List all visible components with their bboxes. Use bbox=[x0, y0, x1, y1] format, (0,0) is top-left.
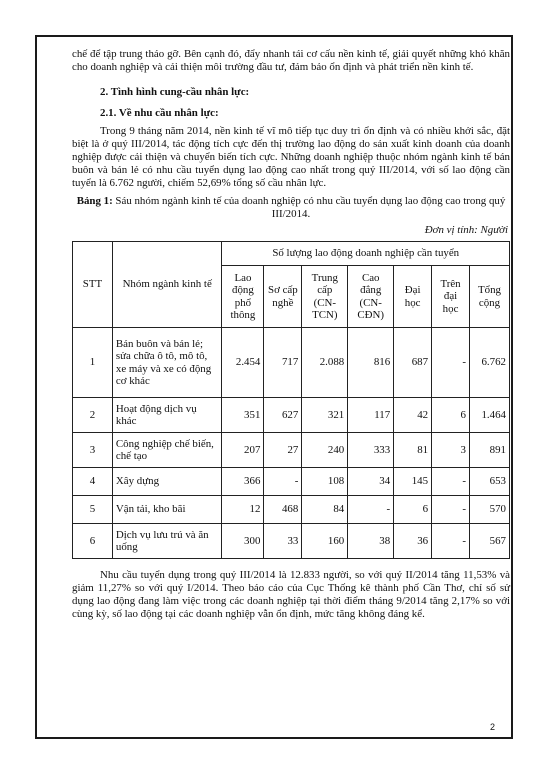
cell-value: 300 bbox=[222, 524, 264, 559]
cell-value: 2.088 bbox=[302, 328, 348, 398]
cell-value: 38 bbox=[348, 524, 394, 559]
col-header: Sơ cấp nghề bbox=[264, 266, 302, 328]
cell-value: 687 bbox=[394, 328, 432, 398]
cell-stt: 5 bbox=[73, 496, 113, 524]
cell-value: 2.454 bbox=[222, 328, 264, 398]
intro-paragraph: chế để tập trung tháo gỡ. Bên cạnh đó, đẩy nhanh tái cơ cấu nền kinh tế, giải quyết những khó khăn cho doanh nghiệp và cải thiện môi trường đầu tư, đảm bảo ổn định và phát triển nền kinh tế. bbox=[72, 48, 510, 73]
cell-value: 84 bbox=[302, 496, 348, 524]
table-caption-text: Sáu nhóm ngành kinh tế của doanh nghiệp có nhu cầu tuyển dụng lao động cao trong quý III/2014. bbox=[112, 195, 506, 220]
cell-value: 3 bbox=[432, 433, 470, 468]
header-span: Số lượng lao động doanh nghiệp cần tuyển bbox=[222, 242, 510, 266]
paragraph-summary: Nhu cầu tuyển dụng trong quý III/2014 là 12.833 người, so với quý II/2014 tăng 11,53% và giảm 11,27% so với quý I/2014. Theo báo cáo của Cục Thống kê thành phố Cần Thơ, chỉ số sử dụng lao động đang làm việc trong các doanh nghiệp tại thời điểm tháng 9/2014 tăng 2,17% so với cùng kỳ, số lao động tại các doanh nghiệp vẫn ổn định, mức tăng không đáng kể. bbox=[72, 569, 510, 620]
cell-group: Công nghiệp chế biến, chế tạo bbox=[112, 433, 222, 468]
table-row bbox=[73, 524, 510, 559]
page-number: 2 bbox=[490, 722, 496, 732]
section-heading: 2. Tình hình cung-cầu nhân lực: bbox=[100, 86, 250, 98]
header-group: Nhóm ngành kinh tế bbox=[112, 242, 222, 328]
cell-value: 108 bbox=[302, 468, 348, 496]
col-header: Trên đại học bbox=[432, 266, 470, 328]
cell-stt: 4 bbox=[73, 468, 113, 496]
table-caption bbox=[72, 195, 510, 221]
table-row bbox=[73, 433, 510, 468]
cell-value: 321 bbox=[302, 398, 348, 433]
table-row bbox=[73, 328, 510, 398]
cell-value: 570 bbox=[470, 496, 510, 524]
cell-value: 627 bbox=[264, 398, 302, 433]
cell-value: 333 bbox=[348, 433, 394, 468]
cell-value: 207 bbox=[222, 433, 264, 468]
cell-stt: 2 bbox=[73, 398, 113, 433]
cell-value: - bbox=[348, 496, 394, 524]
cell-value: 160 bbox=[302, 524, 348, 559]
document-body bbox=[72, 48, 510, 621]
cell-value: 81 bbox=[394, 433, 432, 468]
cell-value: 33 bbox=[264, 524, 302, 559]
cell-value: 6 bbox=[432, 398, 470, 433]
cell-value: - bbox=[432, 524, 470, 559]
cell-value: 34 bbox=[348, 468, 394, 496]
cell-value: 567 bbox=[470, 524, 510, 559]
table-row bbox=[73, 496, 510, 524]
cell-value: 891 bbox=[470, 433, 510, 468]
cell-stt: 6 bbox=[73, 524, 113, 559]
cell-value: 12 bbox=[222, 496, 264, 524]
cell-value: 27 bbox=[264, 433, 302, 468]
cell-value: 117 bbox=[348, 398, 394, 433]
table-row bbox=[73, 398, 510, 433]
cell-group: Bán buôn và bán lẻ; sửa chữa ô tô, mô tô, xe máy và xe có động cơ khác bbox=[112, 328, 222, 398]
cell-value: 1.464 bbox=[470, 398, 510, 433]
cell-stt: 3 bbox=[73, 433, 113, 468]
labor-demand-table bbox=[72, 241, 510, 559]
cell-value: 36 bbox=[394, 524, 432, 559]
cell-value: 366 bbox=[222, 468, 264, 496]
cell-value: 351 bbox=[222, 398, 264, 433]
cell-value: - bbox=[432, 468, 470, 496]
table-caption-label: Bảng 1: bbox=[76, 195, 113, 207]
cell-value: 468 bbox=[264, 496, 302, 524]
cell-value: 653 bbox=[470, 468, 510, 496]
cell-value: 42 bbox=[394, 398, 432, 433]
cell-value: - bbox=[264, 468, 302, 496]
col-header: Tổng cộng bbox=[470, 266, 510, 328]
cell-value: 6 bbox=[394, 496, 432, 524]
header-stt: STT bbox=[73, 242, 113, 328]
cell-value: 717 bbox=[264, 328, 302, 398]
cell-group: Xây dựng bbox=[112, 468, 222, 496]
cell-value: 816 bbox=[348, 328, 394, 398]
col-header: Lao động phổ thông bbox=[222, 266, 264, 328]
paragraph-demand: Trong 9 tháng năm 2014, nền kinh tế vĩ mô tiếp tục duy trì ổn định và có nhiều khởi sắc, đặt biệt là ở quý III/2014, tác động tích cực đến thị trường lao động do sản xuất kinh doanh của doanh nghiệp được cải thiện và chuyển biến tích cực. Những doanh nghiệp thuộc nhóm ngành kinh tế bán buôn và bán lẻ có nhu cầu tuyển dụng lao động cao nhất trong quý III/2014, với số lao động cần tuyển là 6.762 người, chiếm 52,69% tổng số cầu nhân lực. bbox=[72, 125, 510, 189]
cell-value: - bbox=[432, 328, 470, 398]
table-row bbox=[73, 468, 510, 496]
cell-group: Dịch vụ lưu trú và ăn uống bbox=[112, 524, 222, 559]
cell-group: Vận tải, kho bãi bbox=[112, 496, 222, 524]
col-header: Đại học bbox=[394, 266, 432, 328]
subsection-heading: 2.1. Về nhu cầu nhân lực: bbox=[100, 107, 219, 119]
cell-group: Hoạt động dịch vụ khác bbox=[112, 398, 222, 433]
cell-value: - bbox=[432, 496, 470, 524]
cell-value: 145 bbox=[394, 468, 432, 496]
cell-stt: 1 bbox=[73, 328, 113, 398]
cell-value: 240 bbox=[302, 433, 348, 468]
cell-value: 6.762 bbox=[470, 328, 510, 398]
unit-note: Đơn vị tính: Người bbox=[424, 224, 508, 236]
col-header: Cao đẳng (CN-CĐN) bbox=[348, 266, 394, 328]
col-header: Trung cấp (CN-TCN) bbox=[302, 266, 348, 328]
